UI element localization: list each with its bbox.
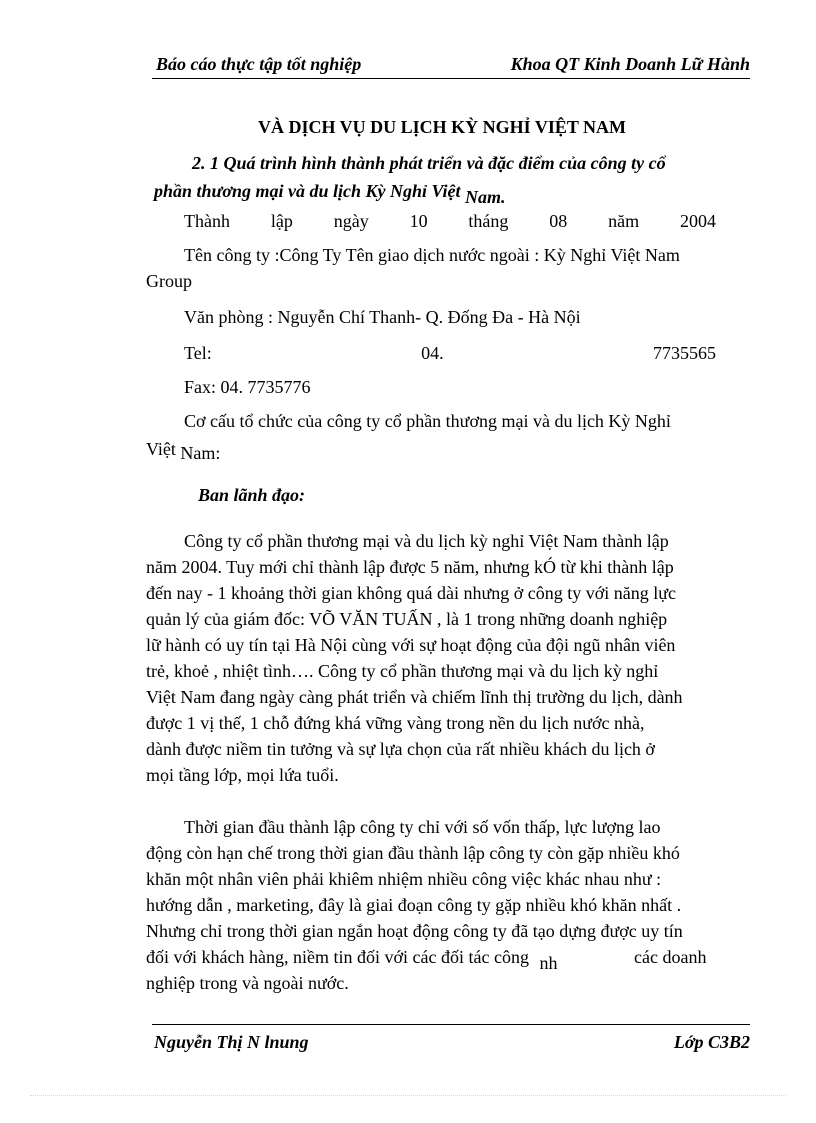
para1-line: Việt Nam đang ngày càng phát triển và chiếm lĩnh thị trường du lịch, dành (146, 687, 683, 707)
para1-line: lữ hành có uy tín tại Hà Nội cùng với sự hoạt động của đội ngũ nhân viên (146, 635, 676, 655)
chapter-title: VÀ DỊCH VỤ DU LỊCH KỲ NGHỈ VIỆT NAM (258, 117, 627, 137)
para2-line6-text: đối với khách hàng, niềm tin đối với các đối tác công (146, 947, 529, 967)
founded-word: lập (270, 211, 293, 231)
para2-line6-tail: các doanh (634, 947, 707, 967)
para2-line: nghiệp trong và ngoài nước. (146, 973, 349, 993)
footer-class: Lớp C3B2 (673, 1032, 750, 1052)
para2-line6-nh: nh (539, 953, 558, 973)
header-faculty: Khoa QT Kinh Doanh Lữ Hành (510, 54, 750, 74)
para2-line: hướng dẫn , marketing, đây là giai đoạn công ty gặp nhiều khó khăn nhất . (146, 895, 682, 915)
tel-prefix: 04. (421, 343, 444, 363)
para1-line: mọi tầng lớp, mọi lứa tuổi. (146, 765, 339, 785)
section-heading-line1: 2. 1 Quá trình hình thành phát triển và đặc điểm của công ty cổ (192, 153, 666, 173)
para1-line: đến nay - 1 khoảng thời gian không quá dài nhưng ở công ty với năng lực (146, 583, 676, 603)
structure-line2-b: Nam: (180, 443, 221, 463)
structure-line2-a: Việt (146, 439, 176, 459)
para1-line: Công ty cổ phần thương mại và du lịch kỳ nghỉ Việt Nam thành lập (184, 531, 669, 551)
founded-word: năm (608, 211, 640, 231)
header-rule (152, 78, 750, 79)
structure-line1: Cơ cấu tổ chức của công ty cổ phần thương mại và du lịch Kỳ Nghỉ (184, 411, 671, 431)
founded-word: 08 (549, 211, 568, 231)
founded-word: tháng (468, 211, 509, 231)
footer-author: Nguyễn Thị N lnung (154, 1032, 309, 1052)
office-address: Văn phòng : Nguyễn Chí Thanh- Q. Đống Đa - Hà Nội (184, 307, 581, 327)
structure-line2 (146, 436, 220, 462)
founded-word: 10 (409, 211, 428, 231)
company-name-line1: Tên công ty :Công Ty Tên giao dịch nước ngoài : Kỳ Nghỉ Việt Nam (184, 245, 680, 265)
section-heading-line2 (154, 178, 506, 207)
page-header (152, 52, 750, 80)
section-heading-line2-tail: Nam. (465, 187, 506, 207)
company-name-line2: Group (146, 271, 192, 291)
para2-line: khăn một nhân viên phải khiêm nhiệm nhiều công việc khác nhau như : (146, 869, 662, 889)
page-edge-dots (30, 1095, 786, 1096)
section-heading-line2-text: phần thương mại và du lịch Kỳ Nghỉ Việt (154, 181, 461, 201)
page-footer (152, 1024, 750, 1064)
footer-rule (152, 1024, 750, 1025)
para1-line: trẻ, khoẻ , nhiệt tình…. Công ty cổ phần thương mại và du lịch kỳ nghỉ (146, 661, 659, 681)
tel-line (184, 340, 716, 366)
founded-word: ngày (333, 211, 369, 231)
para2-line: Nhưng chỉ trong thời gian ngắn hoạt động công ty đã tạo dựng được uy tín (146, 921, 683, 941)
founded-line (184, 208, 716, 234)
leadership-heading: Ban lãnh đạo: (198, 485, 306, 505)
para2-line: động còn hạn chế trong thời gian đầu thành lập công ty còn gặp nhiều khó (146, 843, 680, 863)
founded-word: Thành (184, 211, 230, 231)
para2-line: Thời gian đầu thành lập công ty chỉ với số vốn thấp, lực lượng lao (184, 817, 661, 837)
para1-line: quản lý của giám đốc: VÕ VĂN TUẤN , là 1 trong những doanh nghiệp (146, 609, 668, 629)
header-report-title: Báo cáo thực tập tốt nghiệp (156, 54, 362, 74)
tel-number: 7735565 (652, 343, 716, 363)
tel-label: Tel: (184, 343, 212, 363)
para1-line: được 1 vị thế, 1 chỗ đứng khá vững vàng trong nền du lịch nước nhà, (146, 713, 645, 733)
founded-word: 2004 (680, 211, 716, 231)
para1-line: năm 2004. Tuy mới chỉ thành lập được 5 năm, nhưng kÓ từ khi thành lập (146, 557, 674, 577)
fax-line: Fax: 04. 7735776 (184, 377, 311, 397)
para2-line (146, 944, 558, 973)
para1-line: dành được niềm tin tưởng và sự lựa chọn của rất nhiều khách du lịch ở (146, 739, 655, 759)
